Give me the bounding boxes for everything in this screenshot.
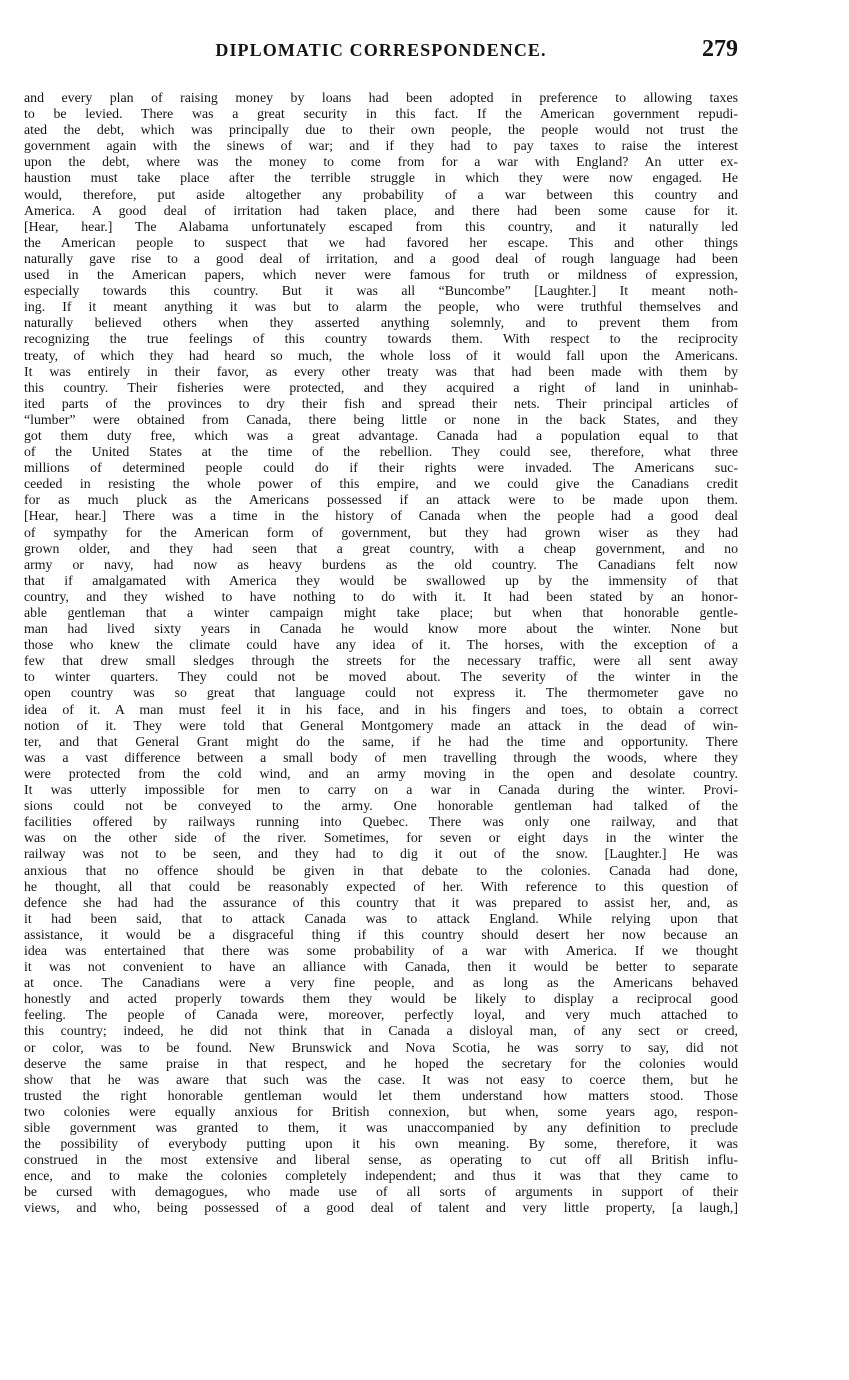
text-line: this country. Their fisheries were protected, and they acquired a right of land in uninhab- <box>24 379 738 395</box>
text-line: America. A good deal of irritation had taken place, and there had been some cause for it. <box>24 202 738 218</box>
text-line: was on the other side of the river. Sometimes, for seven or eight days in the winter the <box>24 830 738 846</box>
text-line: ited parts of the provinces to dry their fish and spread their nets. Their principal articles of <box>24 395 738 411</box>
running-head-title: DIPLOMATIC CORRESPONDENCE. <box>215 40 547 60</box>
text-line: [Hear, hear.] There was a time in the history of Canada when the people had a good deal <box>24 508 738 524</box>
text-line: anxious that no offence should be given in that debate to the colonies. Canada had done, <box>24 862 738 878</box>
body-paragraph <box>24 90 738 1217</box>
text-line: feeling. The people of Canada were, moreover, perfectly loyal, and very much attached to <box>24 1007 738 1023</box>
text-line: that if amalgamated with America they would be swallowed up by the immensity of that <box>24 572 738 588</box>
text-line: of the United States at the time of the rebellion. They could see, therefore, what three <box>24 444 738 460</box>
text-line: it had been said, that to attack Canada was to attack England. While relying upon that <box>24 910 738 926</box>
text-line: assistance, it would be a disgraceful thing if this country should desert her now because an <box>24 926 738 942</box>
text-line: idea was entertained that there was some probability of a war with America. If we thought <box>24 942 738 958</box>
text-line: haustion must take place after the terrible struggle in which they were now engaged. He <box>24 170 738 186</box>
text-line: used in the American papers, which never were famous for truth or mildness of expression, <box>24 267 738 283</box>
text-line: he thought, all that could be reasonably expected of her. With reference to this question of <box>24 878 738 894</box>
document-page <box>24 36 738 1217</box>
text-line: [Hear, hear.] The Alabama unfortunately escaped from this country, and it naturally led <box>24 218 738 234</box>
text-line: construed in the most extensive and liberal sense, as operating to cut off all British influ- <box>24 1152 738 1168</box>
text-line: deserve the same praise in that respect, and he hoped the secretary for the colonies would <box>24 1055 738 1071</box>
text-line: for as much pluck as the Americans possessed if an attack were to be made upon them. <box>24 492 738 508</box>
text-line: treaty, of which they had heard so much, the whole loss of it would fall upon the Americans. <box>24 347 738 363</box>
text-line: upon the debt, where was the money to come from for a war with England? An utter ex- <box>24 154 738 170</box>
text-line: It was utterly impossible for men to carry on a war in Canada during the winter. Provi- <box>24 782 738 798</box>
text-line: government again with the sinews of war; and if they had to pay taxes to raise the interest <box>24 138 738 154</box>
text-line: notion of it. They were told that General Montgomery made an attack in the dead of win- <box>24 717 738 733</box>
text-line: sible government was granted to them, it was unaccompanied by any definition to preclude <box>24 1120 738 1135</box>
text-line: it was not convenient to have an alliance with Canada, then it would be better to separate <box>24 959 738 975</box>
text-line: those who knew the climate could have any idea of it. The horses, with the exception of a <box>24 637 738 653</box>
text-line: got them duty free, which was a great advantage. Canada had a population equal to that <box>24 427 738 443</box>
text-line: millions of determined people could do if their rights were invaded. The Americans suc- <box>24 460 738 476</box>
text-line: able gentleman that a winter campaign might take place; but when that honorable gentle- <box>24 605 738 620</box>
text-line: the possibility of everybody putting upon it his own meaning. By some, therefore, it was <box>24 1136 738 1152</box>
text-line: idea of it. A man must feel it in his face, and in his fingers and toes, to obtain a correct <box>24 701 738 717</box>
text-line: the American people to suspect that we had favored her escape. This and other things <box>24 234 738 250</box>
text-line: open country was so great that language could not express it. The thermometer gave no <box>24 685 738 701</box>
text-line: ated the debt, which was principally due to their own people, the people would not trust the <box>24 122 738 138</box>
text-line: country, and they wished to have nothing to do with it. It had been stated by an honor- <box>24 588 738 604</box>
text-line: naturally believed others when they asserted anything solemnly, and to prevent them from <box>24 315 738 331</box>
text-line: naturally gave rise to a good deal of irritation, and a good deal of rough language had been <box>24 250 738 266</box>
text-line: railway was not to be seen, and they had to dig it out of the snow. [Laughter.] He was <box>24 846 738 862</box>
text-line: and every plan of raising money by loans had been adopted in preference to allowing taxes <box>24 90 738 105</box>
text-line: ter, and that General Grant might do the same, if he had the time and opportunity. There <box>24 733 738 749</box>
text-line: ceeded in resisting the whole power of this empire, and we could give the Canadians credit <box>24 476 738 492</box>
text-line: show that he was aware that such was the case. It was not easy to coerce them, but he <box>24 1071 738 1087</box>
text-line: was a vast difference between a small body of men travelling through the woods, where they <box>24 749 738 765</box>
text-line: of sympathy for the American form of government, but they had grown wiser as they had <box>24 524 738 540</box>
text-line: be cursed with demagogues, who made use of all sorts of arguments in support of their <box>24 1184 738 1200</box>
text-line: It was entirely in their favor, as every other treaty was that had been made with them by <box>24 363 738 379</box>
text-line: “lumber” were obtained from Canada, there being little or none in the back States, and they <box>24 411 738 427</box>
page-number: 279 <box>702 36 738 62</box>
text-line: recognizing the true feelings of this country towards them. With respect to the reciprocity <box>24 331 738 347</box>
text-line: were protected from the cold wind, and an army moving in the open and desolate country. <box>24 765 738 781</box>
text-line: especially towards this country. But it was all “Buncombe” [Laughter.] It meant noth- <box>24 283 738 299</box>
running-head <box>24 36 738 68</box>
text-line: to winter quarters. They could not be moved about. The severity of the winter in the <box>24 669 738 685</box>
text-line: ing. If it meant anything it was but to alarm the people, who were truthful themselves and <box>24 299 738 315</box>
text-line: at once. The Canadians were a very fine people, and as long as the Americans behaved <box>24 975 738 991</box>
text-line: would, therefore, put aside altogether any probability of a war between this country and <box>24 186 738 202</box>
text-line: army or navy, had now as heavy burdens as the old country. The Canadians felt now <box>24 556 738 572</box>
text-line: views, and who, being possessed of a good deal of talent and very little property, [a laugh,] <box>24 1200 738 1216</box>
text-line: this country; indeed, he did not think that in Canada a disloyal man, of any sect or creed, <box>24 1023 738 1039</box>
text-line: few that drew small sledges through the streets for the necessary traffic, were all sent away <box>24 653 738 669</box>
text-line: grown older, and they had seen that a great country, with a cheap government, and no <box>24 540 738 556</box>
text-line: or color, was to be found. New Brunswick and Nova Scotia, he was sorry to say, did not <box>24 1039 738 1055</box>
text-line: man had lived sixty years in Canada he would know more about the winter. None but <box>24 621 738 637</box>
text-line: ence, and to make the colonies completely independent; and thus it was that they came to <box>24 1168 738 1184</box>
text-line: sions could not be conveyed to the army. One honorable gentleman had talked of the <box>24 798 738 814</box>
text-line: two colonies were equally anxious for British connexion, but when, some years ago, respon- <box>24 1103 738 1119</box>
text-line: defence she had had the assurance of this country that it was prepared to assist her, and, as <box>24 894 738 910</box>
text-line: honestly and acted properly towards them they would be likely to display a reciprocal good <box>24 991 738 1007</box>
text-line: trusted the right honorable gentleman would let them understand how matters stood. Those <box>24 1087 738 1103</box>
text-line: to be levied. There was a great security in this fact. If the American government repudi- <box>24 106 738 122</box>
text-line: facilities offered by railways running into Quebec. There was only one railway, and that <box>24 814 738 830</box>
